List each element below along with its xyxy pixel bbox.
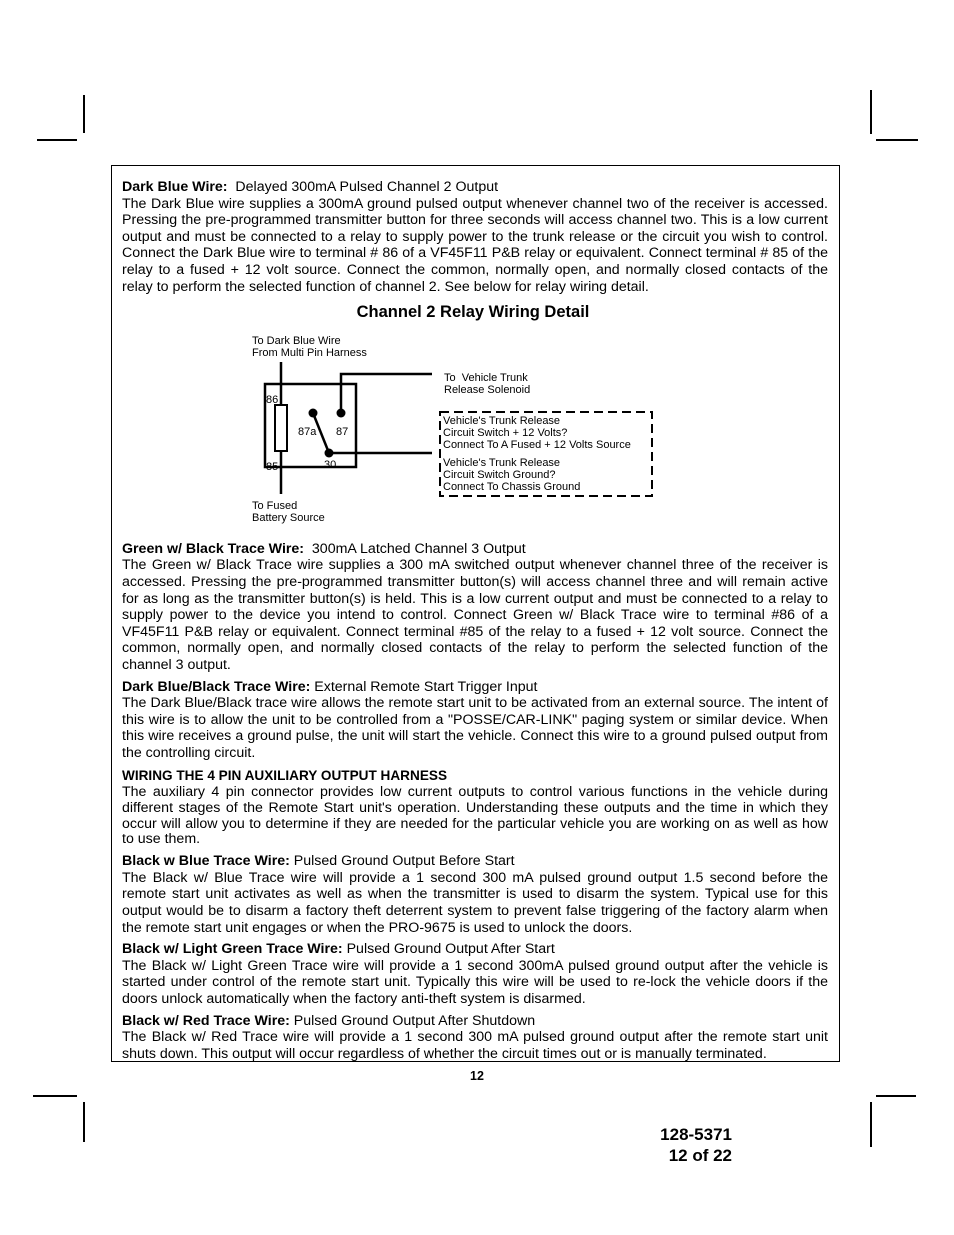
crop-mark <box>37 139 77 141</box>
section-heading <box>122 541 828 558</box>
wire-name: Black w Blue Trace Wire: <box>122 853 290 870</box>
crop-mark <box>876 1095 916 1097</box>
section-body: The Black w/ Red Trace wire will provide a 1 second 300 mA pulsed ground output after the remote start unit shuts down. This output will occur regardless of whether the circuit times out or is manually terminated. <box>122 1029 828 1062</box>
crop-mark <box>876 139 918 141</box>
pin-87a-label: 87a <box>298 425 317 438</box>
section-heading <box>122 179 828 196</box>
section-heading: WIRING THE 4 PIN AUXILIARY OUTPUT HARNESS <box>122 768 448 784</box>
section-body: The Dark Blue/Black trace wire allows the remote start unit to be activated from an external source. The intent of this wire is to allow the unit to be controlled from a "POSSE/CAR-LINK" paging system or similar device. When this wire receives a ground pulse, the unit will start the vehicle. Connect this wire to a ground pulsed output from the controlling circuit. <box>122 695 828 761</box>
section-black-red-trace <box>122 1013 828 1063</box>
section-dark-blue-black-trace <box>122 679 828 762</box>
section-dark-blue-wire <box>122 179 828 295</box>
section-green-black-trace <box>122 541 828 674</box>
wire-function: Pulsed Ground Output After Shutdown <box>293 1012 536 1029</box>
wire-function: External Remote Start Trigger Input <box>314 678 538 695</box>
pin-30-label: 30 <box>324 458 337 471</box>
section-body: The Dark Blue wire supplies a 300mA ground pulsed output whenever channel two of the receiver is accessed. Pressing the pre-programmed transmitter button for three seconds will access channel two. This is a low current output and must be connected to a relay to supply power to the trunk release or the circuit you wish to control. Connect the Dark Blue wire to terminal # 86 of a VF45F11 P&B relay or equivalent. Connect terminal # 85 of the relay to a fused + 12 volt source. Connect the common, normally open, and normally closed contacts of the relay to perform the selected function of channel 2. See below for relay wiring detail. <box>122 195 828 295</box>
wire-function: Delayed 300mA Pulsed Channel 2 Output <box>235 179 499 195</box>
section-heading <box>122 853 828 870</box>
section-body: The Black w/ Light Green Trace wire will provide a 1 second 300mA pulsed ground output after the vehicle is started under control of the remote start unit. Typically this wire will be used to re-lock the vehicle doors if the doors unlock automatically when the factory anti-theft system is disarmed. <box>122 957 828 1007</box>
crop-mark <box>33 1095 77 1097</box>
section-body: The auxiliary 4 pin connector provides low current outputs to control various functions in the vehicle during different stages of the Remote Start unit's operation. Understanding these outputs and the time in which they occur will allow you to determine if they are needed for the particular vehicle you are working on as well as how to use them. <box>122 784 828 848</box>
diagram-title: Channel 2 Relay Wiring Detail <box>356 303 590 322</box>
crop-mark <box>83 95 85 133</box>
section-aux-harness <box>122 768 828 848</box>
wire-trunk-solenoid <box>341 374 432 413</box>
section-heading <box>122 679 828 696</box>
page-content <box>122 179 828 1067</box>
relay-wiring-diagram <box>122 325 828 541</box>
wire-name: Black w/ Red Trace Wire: <box>122 1012 290 1029</box>
wire-name: Dark Blue Wire: <box>122 179 228 195</box>
pin-85-label: 85 <box>266 460 279 473</box>
section-body: The Black w/ Blue Trace wire will provide a 1 second 300 mA pulsed ground output 1.5 second before the remote start unit activates as well as when the transmitter is used to disarm the system. Typical use for this output would be to disarm a factory theft deterrent system to prevent false triggering of the factory alarm when the remote start unit engages or when the PRO-9675 is used to unlock the doors. <box>122 869 828 936</box>
pin-87-label: 87 <box>336 425 349 438</box>
wire-name: Green w/ Black Trace Wire: <box>122 540 305 557</box>
contact-87 <box>337 408 346 417</box>
document-number-block <box>660 1124 732 1166</box>
label-to-dark-blue-wire: To Dark Blue Wire From Multi Pin Harness <box>252 334 367 359</box>
wire-name: Dark Blue/Black Trace Wire: <box>122 678 311 695</box>
section-heading <box>122 941 828 958</box>
section-black-blue-trace <box>122 853 828 936</box>
crop-mark <box>83 1102 85 1142</box>
section-heading <box>122 1013 828 1030</box>
page-number: 12 <box>470 1069 484 1083</box>
wire-function: Pulsed Ground Output Before Start <box>293 853 515 870</box>
wire-function: 300mA Latched Channel 3 Output <box>311 540 526 557</box>
page-of-total: 12 of 22 <box>668 1146 732 1165</box>
wire-name: Black w/ Light Green Trace Wire: <box>122 941 343 958</box>
document-number: 128-5371 <box>660 1125 732 1144</box>
relay-coil <box>275 405 287 451</box>
option-switch-12v: Vehicle's Trunk Release Circuit Switch + 12 Volts? Connect To A Fused + 12 Volts Source <box>443 414 631 451</box>
label-to-trunk-solenoid: To Vehicle Trunk Release Solenoid <box>444 371 531 396</box>
section-black-light-green-trace <box>122 941 828 1007</box>
crop-mark <box>870 90 872 134</box>
label-fused-battery: To Fused Battery Source <box>252 499 325 524</box>
wire-function: Pulsed Ground Output After Start <box>346 941 555 958</box>
pin-86-label: 86 <box>266 393 279 406</box>
option-switch-ground: Vehicle's Trunk Release Circuit Switch Ground? Connect To Chassis Ground <box>443 456 581 493</box>
crop-mark <box>870 1102 872 1147</box>
section-body: The Green w/ Black Trace wire supplies a 300 mA switched output whenever channel three of the receiver is accessed. Pressing the pre-programmed transmitter button(s) will access channel three and will remain active for as long as the transmitter button(s) is held. This is a low current output and must be connected to a relay to supply power to the device you intend to control. Connect Green w/ Black Trace wire to terminal #86 of a VF45F11 P&B relay or equivalent. Connect terminal #85 of the relay to a fused + 12 volt source. Connect the common, normally open, and normally closed contacts of the relay to perform the selected function of the channel 3 output. <box>122 557 828 673</box>
